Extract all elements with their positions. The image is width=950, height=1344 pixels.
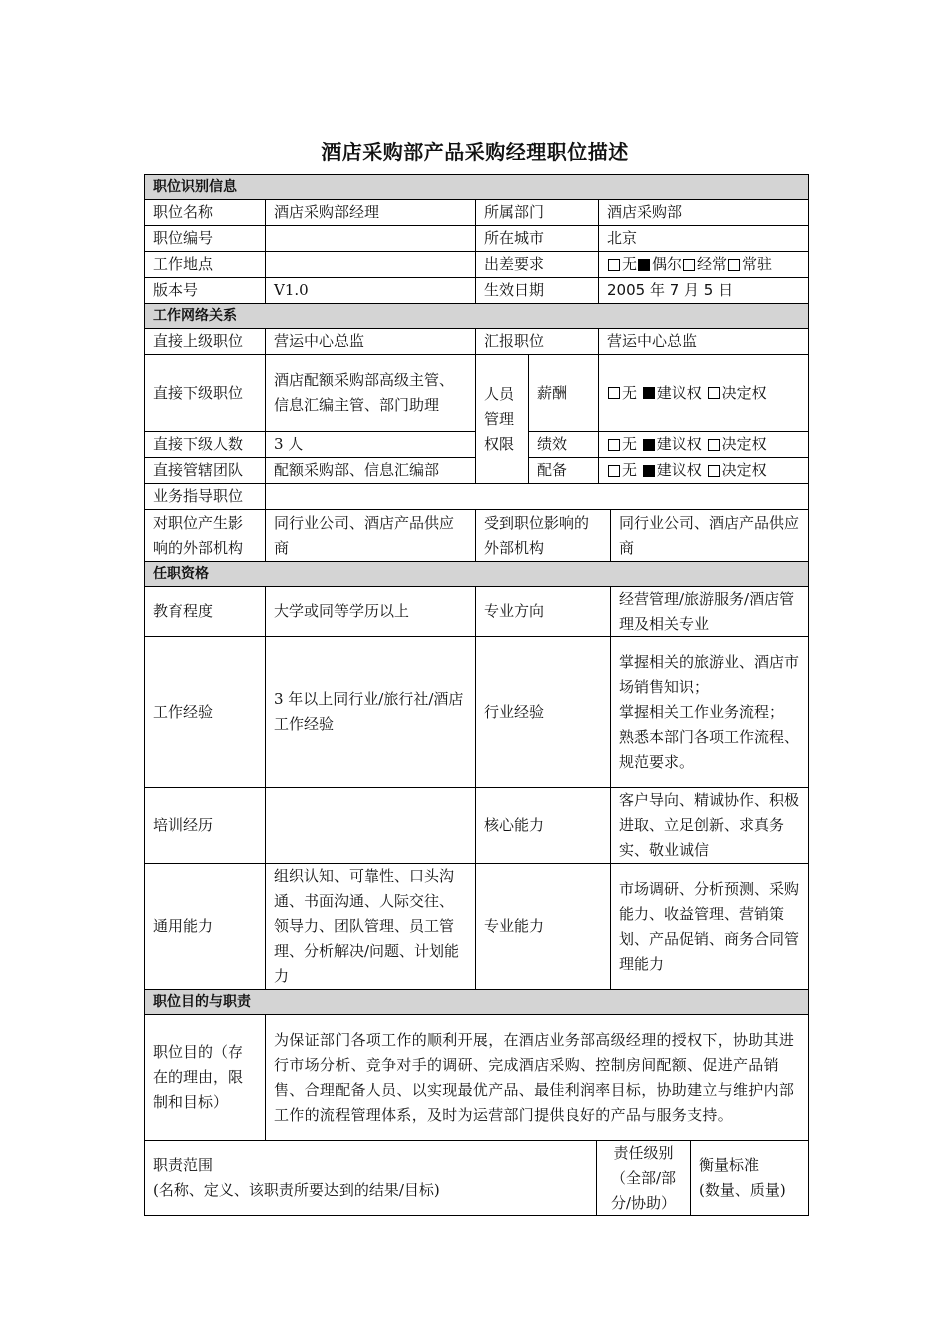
section-header-network: 工作网络关系 bbox=[145, 304, 809, 329]
value-effective-date: 2005 年 7 月 5 日 bbox=[599, 278, 809, 304]
checkbox-filled-icon bbox=[638, 259, 650, 271]
checkbox-empty-icon bbox=[683, 259, 695, 271]
label-managed-team: 直接管辖团队 bbox=[145, 458, 266, 484]
label-performance: 绩效 bbox=[529, 432, 599, 458]
value-industry-experience bbox=[611, 637, 809, 788]
value-subordinate-count: 3 人 bbox=[266, 432, 476, 458]
value-external-influencing: 同行业公司、酒店产品供应商 bbox=[266, 510, 476, 562]
measure-title: 衡量标准 bbox=[699, 1156, 760, 1174]
label-travel: 出差要求 bbox=[476, 252, 599, 278]
checkbox-empty-icon bbox=[708, 465, 720, 477]
value-city: 北京 bbox=[599, 226, 809, 252]
value-performance-authority: 无 建议权 决定权 bbox=[599, 432, 809, 458]
checkbox-empty-icon bbox=[728, 259, 740, 271]
label-position-code: 职位编号 bbox=[145, 226, 266, 252]
label-business-guidance: 业务指导职位 bbox=[145, 484, 266, 510]
section-header-qualification: 任职资格 bbox=[145, 562, 809, 587]
label-subordinate-count: 直接下级人数 bbox=[145, 432, 266, 458]
label-core-competency: 核心能力 bbox=[476, 788, 611, 864]
value-version: V1.0 bbox=[266, 278, 476, 304]
checkbox-empty-icon bbox=[708, 439, 720, 451]
label-external-influenced: 受到职位影响的外部机构 bbox=[476, 510, 611, 562]
value-salary-authority: 无 建议权 决定权 bbox=[599, 355, 809, 432]
checkbox-empty-icon bbox=[608, 259, 620, 271]
industry-experience-line: 熟悉本部门各项工作流程、规范要求。 bbox=[619, 727, 800, 771]
value-major: 经营管理/旅游服务/酒店管理及相关专业 bbox=[611, 587, 809, 637]
label-general-competency: 通用能力 bbox=[145, 864, 266, 990]
value-managed-team: 配额采购部、信息汇编部 bbox=[266, 458, 476, 484]
checkbox-empty-icon bbox=[708, 387, 720, 399]
label-external-influencing: 对职位产生影响的外部机构 bbox=[145, 510, 266, 562]
checkbox-empty-icon bbox=[608, 387, 620, 399]
label-professional-competency: 专业能力 bbox=[476, 864, 611, 990]
value-department: 酒店采购部 bbox=[599, 200, 809, 226]
label-position-purpose: 职位目的（存在的理由，限制和目标） bbox=[145, 1015, 266, 1141]
checkbox-filled-icon bbox=[643, 465, 655, 477]
scope-subtitle: (名称、定义、该职责所要达到的结果/目标) bbox=[153, 1181, 440, 1199]
value-work-experience: 3 年以上同行业/旅行社/酒店工作经验 bbox=[266, 637, 476, 788]
checkbox-filled-icon bbox=[643, 387, 655, 399]
measure-subtitle: (数量、质量) bbox=[699, 1181, 786, 1199]
label-work-place: 工作地点 bbox=[145, 252, 266, 278]
section-header-purpose: 职位目的与职责 bbox=[145, 990, 809, 1015]
value-training bbox=[266, 788, 476, 864]
value-direct-subordinate: 酒店配额采购部高级主管、信息汇编主管、部门助理 bbox=[266, 355, 476, 432]
header-measurement-standard bbox=[691, 1141, 809, 1216]
value-work-place bbox=[266, 252, 476, 278]
label-education: 教育程度 bbox=[145, 587, 266, 637]
label-department: 所属部门 bbox=[476, 200, 599, 226]
value-position-code bbox=[266, 226, 476, 252]
label-major: 专业方向 bbox=[476, 587, 611, 637]
label-training: 培训经历 bbox=[145, 788, 266, 864]
header-responsibility-scope bbox=[145, 1141, 597, 1216]
scope-title: 职责范围 bbox=[153, 1156, 214, 1174]
checkbox-empty-icon bbox=[608, 439, 620, 451]
value-travel: 无 偶尔 经常 常驻 bbox=[599, 252, 809, 278]
label-direct-superior: 直接上级职位 bbox=[145, 329, 266, 355]
job-description-table bbox=[144, 174, 809, 1216]
value-professional-competency: 市场调研、分析预测、采购能力、收益管理、营销策划、产品促销、商务合同管理能力 bbox=[611, 864, 809, 990]
value-education: 大学或同等学历以上 bbox=[266, 587, 476, 637]
value-core-competency: 客户导向、精诚协作、积极进取、立足创新、求真务实、敬业诚信 bbox=[611, 788, 809, 864]
value-business-guidance bbox=[266, 484, 809, 510]
checkbox-empty-icon bbox=[608, 465, 620, 477]
value-direct-superior: 营运中心总监 bbox=[266, 329, 476, 355]
header-responsibility-level: 责任级别（全部/部分/协助） bbox=[597, 1141, 691, 1216]
value-position-purpose: 为保证部门各项工作的顺利开展，在酒店业务部高级经理的授权下，协助其进行市场分析、竞争对手的调研、完成酒店采购、控制房间配额、促进产品销售、合理配备人员、以实现最优产品、最佳利润率目标，协助建立与维护内部工作的流程管理体系，及时为运营部门提供良好的产品与服务支持。 bbox=[266, 1015, 809, 1141]
label-work-experience: 工作经验 bbox=[145, 637, 266, 788]
label-report-to: 汇报职位 bbox=[476, 329, 599, 355]
checkbox-filled-icon bbox=[643, 439, 655, 451]
label-position-name: 职位名称 bbox=[145, 200, 266, 226]
page-title: 酒店采购部产品采购经理职位描述 bbox=[321, 140, 629, 164]
value-external-influenced: 同行业公司、酒店产品供应商 bbox=[611, 510, 809, 562]
label-version: 版本号 bbox=[145, 278, 266, 304]
industry-experience-line: 掌握相关的旅游业、酒店市场销售知识； bbox=[619, 652, 800, 696]
label-industry-experience: 行业经验 bbox=[476, 637, 611, 788]
label-salary: 薪酬 bbox=[529, 355, 599, 432]
label-hr-authority: 人员管理权限 bbox=[476, 355, 529, 484]
label-effective-date: 生效日期 bbox=[476, 278, 599, 304]
value-general-competency: 组织认知、可靠性、口头沟通、书面沟通、人际交往、领导力、团队管理、员工管理、分析解决/问题、计划能力 bbox=[266, 864, 476, 990]
label-direct-subordinate: 直接下级职位 bbox=[145, 355, 266, 432]
label-city: 所在城市 bbox=[476, 226, 599, 252]
label-staffing: 配备 bbox=[529, 458, 599, 484]
section-header-identity: 职位识别信息 bbox=[145, 175, 809, 200]
value-staffing-authority: 无 建议权 决定权 bbox=[599, 458, 809, 484]
value-position-name: 酒店采购部经理 bbox=[266, 200, 476, 226]
value-report-to: 营运中心总监 bbox=[599, 329, 809, 355]
industry-experience-line: 掌握相关工作业务流程； bbox=[619, 702, 785, 721]
